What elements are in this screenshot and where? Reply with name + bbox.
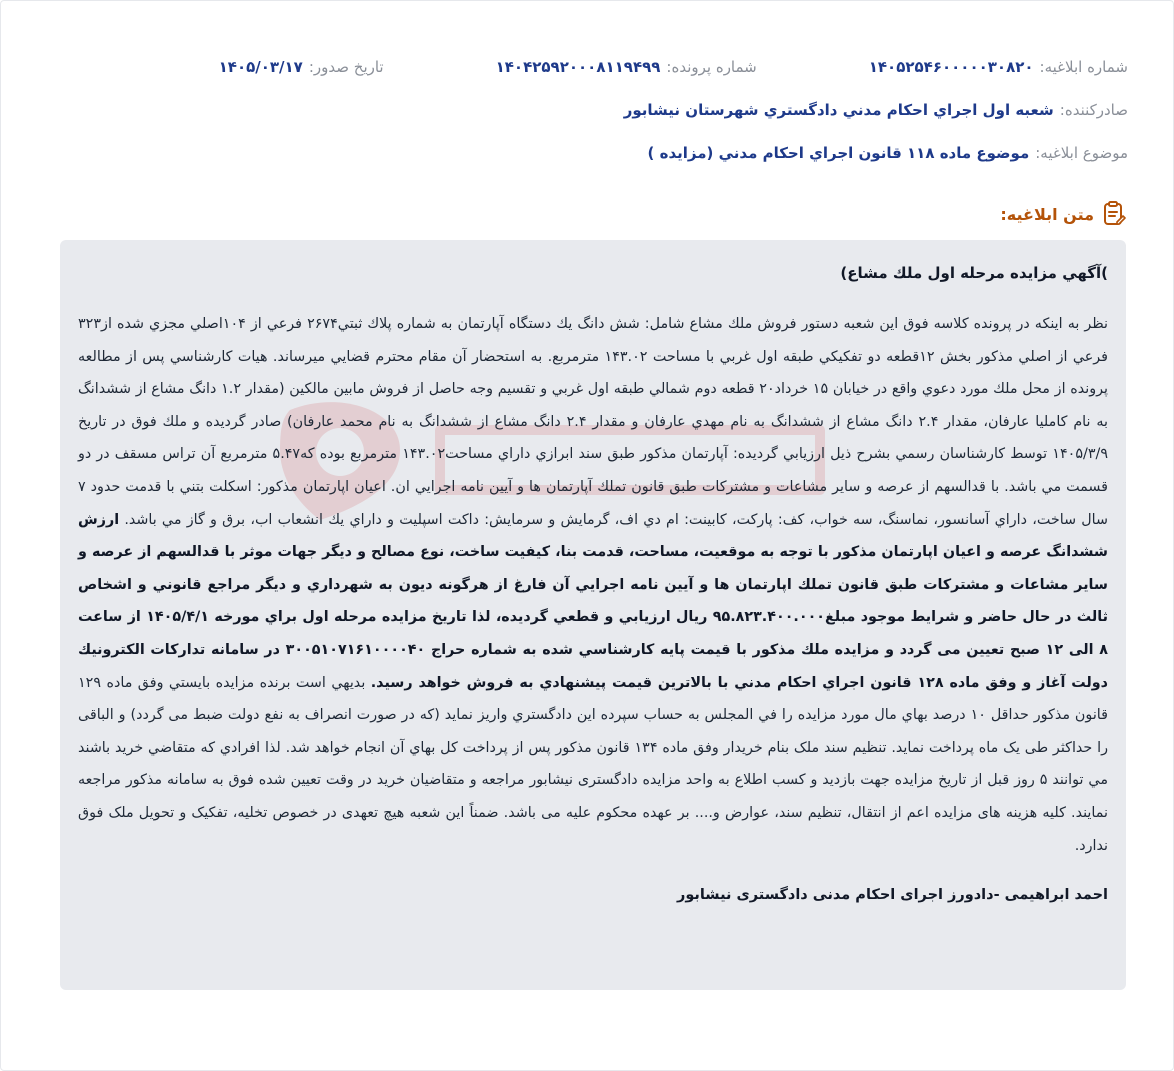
signature-line: احمد ابراهيمی -دادورز اجرای احکام مدنی دادگستری نيشابور <box>676 887 1108 904</box>
notice-content-box <box>60 240 1126 990</box>
section-title-text: متن ابلاغيه: <box>1000 204 1094 224</box>
issuer-value: شعبه اول اجراي احكام مدني دادگستري شهرستان نيشابور <box>623 101 1054 119</box>
notice-body-part-1: نظر به اينكه در پرونده كلاسه فوق اين شعبه دستور فروش ملك مشاع شامل: شش دانگ يك دستگاه آپارتمان به شماره پلاك ثبتي۲۶۷۴ فرعي از ۱۰۴اصلي مجزي شده از۳۲۳ فرعي از اصلي مذكور بخش ۱۲قطعه دو تفكيكي طبقه اول غربي با مساحت ۱۴۳.۰۲ مترمربع. به استحضار آن مقام محترم قضايي ميرساند. هيات كارشناسي پس از مطالعه پرونده از محل ملك مورد دعوي واقع در خيابان ۱۵ خرداد۲۰ قطعه دوم شمالي طبقه اول غربي و تقسيم وجه حاصل از فروش مابين مالكين (مقدار ۱.۲ دانگ مشاع از ششدانگ به نام كامليا عارفان، مقدار ۲.۴ دانگ مشاع از ششدانگ به نام مهدي عارفان و مقدار ۲.۴ دانگ مشاع از ششدانگ به نام محمد عارفان) صادر گرديده و ملك فوق در تاريخ ۱۴۰۵/۳/۹ توسط كارشناسان رسمي بشرح ذيل ارزيابي گرديده: آپارتمان مذكور طبق سند ابرازي داراي مساحت۱۴۳.۰۲ مترمربع بوده كه۵.۴۷ مترمربع آن تراس مسقف در دو قسمت مي باشد. با قدالسهم از عرصه و ساير مشاعات و مشتركات طبق قانون تملك آپارتمان ها و آيين نامه اجرايي ان. اعيان اپارتمان مذكور: اسكلت بتني با قدمت حدود ۷ سال ساخت، داراي آسانسور، نماسنگ، سه خواب، كف: پاركت، كابينت: ام دي اف، گرمايش و سرمايش: داكت اسپليت و داراي يك انشعاب اب، برق و گاز مي باشد. <box>78 316 1109 528</box>
notice-text-section-title <box>1000 201 1126 227</box>
issuer-label: صادرکننده: <box>1059 101 1128 119</box>
case-number <box>496 58 757 76</box>
notice-number-value: ۱۴۰۵۲۵۴۶۰۰۰۰۰۳۰۸۲۰ <box>868 58 1034 76</box>
notice-body-part-3: بديهي است برنده مزايده بايستي وفق ماده ۱۲۹ قانون مذکور حداقل ۱۰ درصد بهاي مال مورد مزايده را في المجلس به حساب سپرده اين دادگستري واريز نمايد (كه در صورت انصراف به نفع دولت ضبط می گردد) و الباقی را حداكثر طی یک ماه پرداخت نمايد. تنظیم سند ملک بنام خریدار وفق ماده ۱۳۴ قانون مذکور پس از پرداخت كل بهاي آن انجام خواهد شد. لذا افرادي كه متقاضي خريد باشند مي توانند ۵ روز قبل از تاريخ مزايده جهت بازدید و کسب اطلاع به واحد مزایده دادگستری نیشابور مراجعه و متقاضیان خرید در وقت تعیین شده فوق به سامانه مذکور مراجعه نمایند. كليه هزينه های مزایده اعم از انتقال، تنظيم سند، عوارض و.... بر عهده محكوم عليه می باشد. ضمناً اين شعبه هيچ تعهدی در خصوص تخليه، تفکیک و تحویل ملک فوق ندارد. <box>78 674 1108 854</box>
notice-meta-row <box>46 58 1128 76</box>
issue-date-label: تاريخ صدور: <box>308 58 384 76</box>
issue-date <box>219 58 384 76</box>
notice-number-label: شماره ابلاغيه: <box>1039 58 1128 76</box>
issue-date-value: ۱۴۰۵/۰۳/۱۷ <box>218 58 303 76</box>
issuer-row <box>46 101 1128 119</box>
case-number-label: شماره پرونده: <box>666 58 757 76</box>
notice-heading: )آگهي مزايده مرحله اول ملك مشاع) <box>840 264 1108 282</box>
notice-number <box>869 58 1128 76</box>
document-list-icon <box>1102 201 1126 227</box>
case-number-value: ۱۴۰۴۲۵۹۲۰۰۰۸۱۱۹۴۹۹ <box>495 58 661 76</box>
subject-label: موضوع ابلاغيه: <box>1035 144 1128 162</box>
notice-body <box>78 308 1108 862</box>
subject-value: موضوع ماده ۱۱۸ قانون اجراي احكام مدني (مزايده ) <box>647 144 1030 162</box>
notice-body-bold: ارزش ششدانگ عرصه و اعيان اپارتمان مذكور با توجه به موقعيت، مساحت، قدمت بنا، كيفيت ساخت، نوع مصالح و ديگر جهات موثر با قدالسهم از عرصه و ساير مشاعات و مشتركات طبق قانون تملك اپارتمان ها و آيين نامه اجرايي آن فارغ از هرگونه ديون به شهرداري و ديگر مراجع قانوني و اشخاص ثالث در حال حاضر و شرايط موجود مبلغ۹۵.۸۲۳.۴۰۰.۰۰۰ ريال ارزيابي و قطعي گرديده، لذا تاريخ مزايده مرحله اول براي مورخه ۱۴۰۵/۴/۱ از ساعت ۸ الی ۱۲ صبح تعيين می گردد و مزايده ملك مذكور با قيمت پايه كارشناسي شده به شماره حراج ۳۰۰۵۱۰۷۱۶۱۰۰۰۰۴۰ در سامانه تداركات الكترونيك دولت آغاز و وفق ماده ۱۲۸ قانون اجراي احكام مدني با بالاترين قيمت پيشنهادي به فروش خواهد رسيد. <box>78 511 1108 691</box>
subject-row <box>46 144 1128 162</box>
